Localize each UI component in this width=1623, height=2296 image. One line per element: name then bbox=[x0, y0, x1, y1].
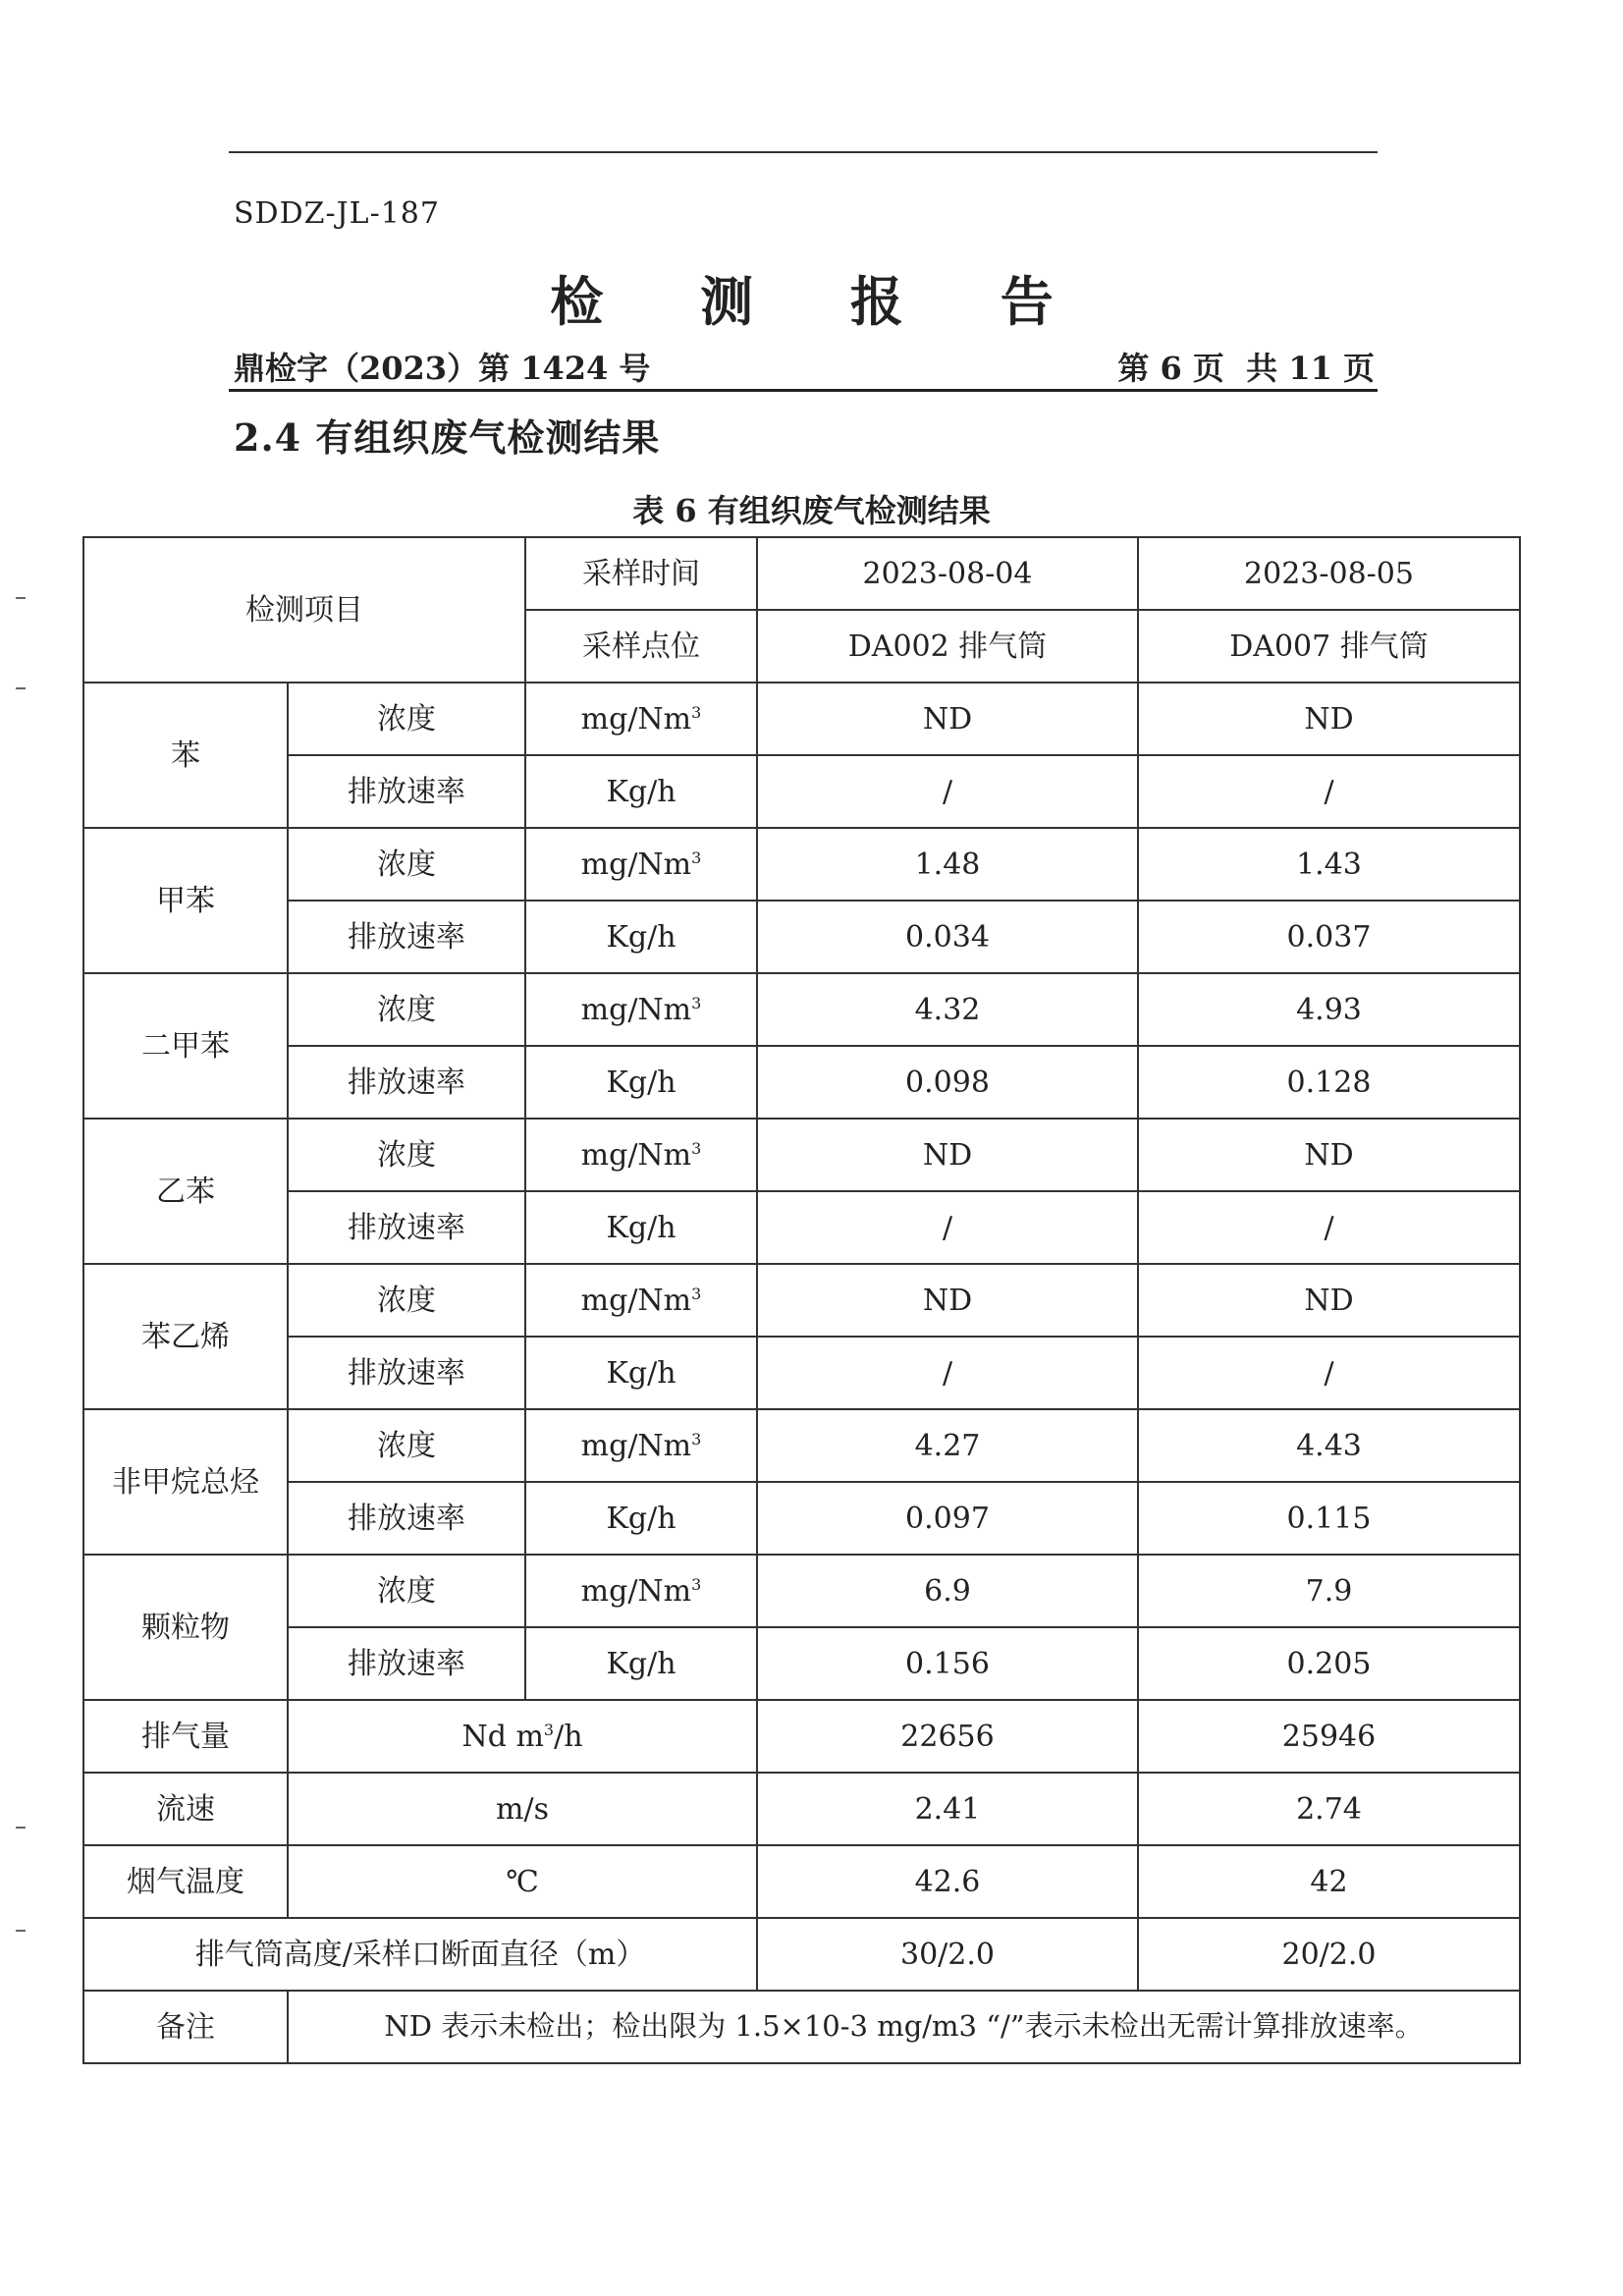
report-number: 鼎检字（2023）第 1424 号 bbox=[234, 350, 651, 387]
exhaust-volume-value: 25946 bbox=[1138, 1700, 1520, 1773]
remark-row bbox=[83, 1991, 1520, 2063]
section-title: 2.4 有组织废气检测结果 bbox=[234, 415, 661, 460]
rate-value: / bbox=[1138, 1337, 1520, 1409]
conc-unit: mg/Nm$^3$ bbox=[580, 847, 702, 882]
conc-unit-cell bbox=[525, 1264, 757, 1337]
margin-mark bbox=[16, 687, 26, 689]
conc-value: 1.48 bbox=[757, 828, 1138, 901]
rate-unit: Kg/h bbox=[525, 1337, 757, 1409]
rate-unit: Kg/h bbox=[525, 901, 757, 973]
exhaust-volume-value: 22656 bbox=[757, 1700, 1138, 1773]
conc-unit-cell bbox=[525, 1555, 757, 1627]
pollutant-row-rate bbox=[83, 755, 1520, 828]
conc-unit-cell bbox=[525, 973, 757, 1046]
conc-value: ND bbox=[1138, 683, 1520, 755]
flow-speed-row bbox=[83, 1773, 1520, 1845]
pollutant-row-rate bbox=[83, 1482, 1520, 1555]
conc-value: ND bbox=[1138, 1264, 1520, 1337]
report-header bbox=[234, 344, 1375, 389]
conc-value: 7.9 bbox=[1138, 1555, 1520, 1627]
margin-mark bbox=[16, 1930, 26, 1932]
pollutant-name: 非甲烷总烃 bbox=[83, 1409, 288, 1555]
rate-value: / bbox=[757, 755, 1138, 828]
conc-value: 4.93 bbox=[1138, 973, 1520, 1046]
pollutant-row-rate bbox=[83, 1627, 1520, 1700]
conc-value: ND bbox=[757, 1119, 1138, 1191]
rate-unit: Kg/h bbox=[525, 1191, 757, 1264]
rate-value: 0.205 bbox=[1138, 1627, 1520, 1700]
pollutant-row-concentration bbox=[83, 1119, 1520, 1191]
pollutant-row-concentration bbox=[83, 1264, 1520, 1337]
conc-unit: mg/Nm$^3$ bbox=[580, 1428, 702, 1463]
pollutant-row-rate bbox=[83, 901, 1520, 973]
date-cell: 2023-08-05 bbox=[1138, 537, 1520, 610]
pollutant-row-concentration bbox=[83, 1409, 1520, 1482]
rate-value: 0.156 bbox=[757, 1627, 1138, 1700]
conc-label: 浓度 bbox=[288, 828, 525, 901]
rate-value: 0.115 bbox=[1138, 1482, 1520, 1555]
top-rule bbox=[229, 151, 1378, 153]
pollutant-row-rate bbox=[83, 1046, 1520, 1119]
stack-value: 20/2.0 bbox=[1138, 1918, 1520, 1991]
location-cell: DA007 排气筒 bbox=[1138, 610, 1520, 683]
pollutant-row-rate bbox=[83, 1191, 1520, 1264]
results-table bbox=[82, 536, 1521, 2064]
conc-value: 4.27 bbox=[757, 1409, 1138, 1482]
rate-label: 排放速率 bbox=[288, 1191, 525, 1264]
rate-value: 0.037 bbox=[1138, 901, 1520, 973]
rate-unit: Kg/h bbox=[525, 1482, 757, 1555]
pollutant-name: 苯乙烯 bbox=[83, 1264, 288, 1409]
stack-row bbox=[83, 1918, 1520, 1991]
flue-temp-unit: ℃ bbox=[288, 1845, 757, 1918]
conc-label: 浓度 bbox=[288, 1409, 525, 1482]
remark-label: 备注 bbox=[83, 1991, 288, 2063]
rate-label: 排放速率 bbox=[288, 755, 525, 828]
rate-label: 排放速率 bbox=[288, 1482, 525, 1555]
rate-label: 排放速率 bbox=[288, 1046, 525, 1119]
pollutant-name: 二甲苯 bbox=[83, 973, 288, 1119]
stack-value: 30/2.0 bbox=[757, 1918, 1138, 1991]
conc-value: ND bbox=[757, 683, 1138, 755]
report-title: 检 测 报 告 bbox=[550, 270, 1093, 333]
flue-temp-value: 42 bbox=[1138, 1845, 1520, 1918]
rate-label: 排放速率 bbox=[288, 901, 525, 973]
conc-unit: mg/Nm$^3$ bbox=[580, 992, 702, 1027]
header-row-time bbox=[83, 537, 1520, 610]
conc-value: ND bbox=[757, 1264, 1138, 1337]
rate-value: 0.097 bbox=[757, 1482, 1138, 1555]
rate-unit: Kg/h bbox=[525, 755, 757, 828]
conc-value: 4.32 bbox=[757, 973, 1138, 1046]
rate-label: 排放速率 bbox=[288, 1337, 525, 1409]
doc-code: SDDZ-JL-187 bbox=[234, 196, 440, 231]
conc-unit: mg/Nm$^3$ bbox=[580, 1283, 702, 1318]
conc-label: 浓度 bbox=[288, 683, 525, 755]
exhaust-volume-unit: Nd $m^3/h$ bbox=[288, 1700, 757, 1773]
conc-value: 6.9 bbox=[757, 1555, 1138, 1627]
rate-value: / bbox=[1138, 755, 1520, 828]
rate-value: 0.098 bbox=[757, 1046, 1138, 1119]
location-label: 采样点位 bbox=[525, 610, 757, 683]
rate-unit: Kg/h bbox=[525, 1627, 757, 1700]
flue-temp-row bbox=[83, 1845, 1520, 1918]
table-caption: 表 6 有组织废气检测结果 bbox=[632, 492, 991, 529]
conc-value: 4.43 bbox=[1138, 1409, 1520, 1482]
rate-value: / bbox=[1138, 1191, 1520, 1264]
conc-unit: mg/Nm$^3$ bbox=[580, 1573, 702, 1609]
pollutant-row-concentration bbox=[83, 1555, 1520, 1627]
conc-label: 浓度 bbox=[288, 1119, 525, 1191]
conc-unit-cell bbox=[525, 1119, 757, 1191]
conc-unit: mg/Nm$^3$ bbox=[580, 701, 702, 737]
pollutant-row-concentration bbox=[83, 828, 1520, 901]
conc-unit-cell bbox=[525, 683, 757, 755]
conc-value: ND bbox=[1138, 1119, 1520, 1191]
conc-unit: mg/Nm$^3$ bbox=[580, 1137, 702, 1173]
exhaust-volume-row bbox=[83, 1700, 1520, 1773]
stack-label: 排气筒高度/采样口断面直径（m） bbox=[83, 1918, 757, 1991]
pollutant-row-rate bbox=[83, 1337, 1520, 1409]
flow-speed-value: 2.74 bbox=[1138, 1773, 1520, 1845]
header-rule bbox=[229, 389, 1378, 392]
conc-label: 浓度 bbox=[288, 973, 525, 1046]
pollutant-name: 苯 bbox=[83, 683, 288, 828]
pollutant-name: 乙苯 bbox=[83, 1119, 288, 1264]
item-header: 检测项目 bbox=[83, 537, 525, 683]
rate-value: 0.034 bbox=[757, 901, 1138, 973]
pollutant-name: 甲苯 bbox=[83, 828, 288, 973]
margin-mark bbox=[16, 1827, 26, 1829]
conc-label: 浓度 bbox=[288, 1264, 525, 1337]
flow-speed-label: 流速 bbox=[83, 1773, 288, 1845]
pollutant-row-concentration bbox=[83, 973, 1520, 1046]
flow-speed-unit: m/s bbox=[288, 1773, 757, 1845]
conc-unit-cell bbox=[525, 828, 757, 901]
rate-value: / bbox=[757, 1191, 1138, 1264]
location-cell: DA002 排气筒 bbox=[757, 610, 1138, 683]
flue-temp-label: 烟气温度 bbox=[83, 1845, 288, 1918]
conc-label: 浓度 bbox=[288, 1555, 525, 1627]
rate-value: / bbox=[757, 1337, 1138, 1409]
rate-label: 排放速率 bbox=[288, 1627, 525, 1700]
conc-value: 1.43 bbox=[1138, 828, 1520, 901]
conc-unit-cell bbox=[525, 1409, 757, 1482]
rate-value: 0.128 bbox=[1138, 1046, 1520, 1119]
pollutant-name: 颗粒物 bbox=[83, 1555, 288, 1700]
margin-mark bbox=[16, 597, 26, 599]
flow-speed-value: 2.41 bbox=[757, 1773, 1138, 1845]
time-label: 采样时间 bbox=[525, 537, 757, 610]
rate-unit: Kg/h bbox=[525, 1046, 757, 1119]
exhaust-volume-label: 排气量 bbox=[83, 1700, 288, 1773]
remark-text: ND 表示未检出；检出限为 1.5×10-3 mg/m3 “/”表示未检出无需计算排放速率。 bbox=[288, 1991, 1520, 2063]
pollutant-row-concentration bbox=[83, 683, 1520, 755]
page-info: 第 6 页 共 11 页 bbox=[1117, 350, 1375, 387]
date-cell: 2023-08-04 bbox=[757, 537, 1138, 610]
flue-temp-value: 42.6 bbox=[757, 1845, 1138, 1918]
